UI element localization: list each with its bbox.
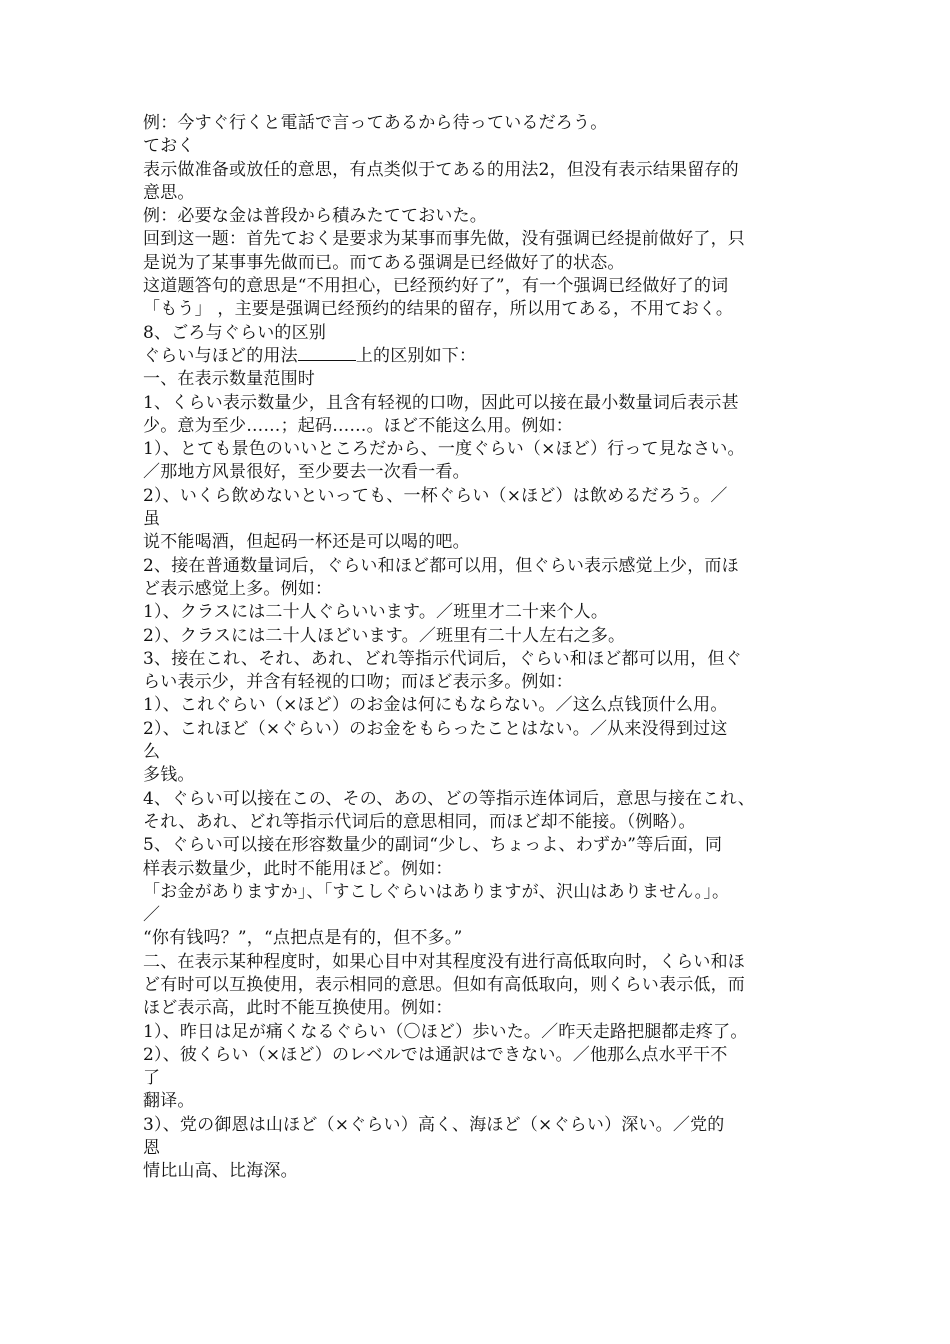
text-line: 例：必要な金は普段から積みたてておいた。 bbox=[143, 206, 487, 227]
blank-prefix: ぐらい与ほど的用法 bbox=[143, 345, 298, 366]
text-line: ておく bbox=[143, 136, 195, 157]
text-line: ／那地方风景很好，至少要去一次看一看。 bbox=[143, 462, 470, 483]
text-line: 2）、クラスには二十人ほどいます。／班里有二十人左右之多。 bbox=[143, 625, 626, 646]
text-line: 恩 bbox=[143, 1138, 161, 1159]
text-line-with-blank bbox=[143, 345, 815, 368]
text-line: 样表示数量少，此时不能用ほど。例如： bbox=[143, 858, 453, 879]
text-line: ／ bbox=[143, 905, 161, 926]
text-line: 1）、クラスには二十人ぐらいいます。／班里才二十来个人。 bbox=[143, 602, 609, 623]
text-line: 回到这一题：首先ておく是要求为某事而事先做，没有强调已经提前做好了，只 bbox=[143, 229, 745, 250]
text-line: 2）、いくら飲めないといっても、一杯ぐらい（×ほど）は飲めるだろう。／ bbox=[143, 485, 728, 506]
text-line: 1）、昨日は足が痛くなるぐらい（〇ほど）歩いた。／昨天走路把腿都走疼了。 bbox=[143, 1021, 748, 1042]
text-line: 1）、これぐらい（×ほど）のお金は何にもならない。／这么点钱顶什么用。 bbox=[143, 695, 728, 716]
text-line: 3）、党の御恩は山ほど（×ぐらい）高く、海ほど（×ぐらい）深い。／党的 bbox=[143, 1114, 725, 1135]
text-line: らい表示少，并含有轻视的口吻；而ほど表示多。例如： bbox=[143, 672, 573, 693]
text-line: 3、接在これ、それ、あれ、どれ等指示代词后，ぐらい和ほど都可以用，但ぐ bbox=[143, 648, 742, 669]
section-heading: 8、ごろ与ぐらい的区别 bbox=[143, 322, 327, 343]
section-heading: 二、在表示某种程度时，如果心目中对其程度没有进行高低取向时，くらい和ほ bbox=[143, 951, 745, 972]
text-line: 这道题答句的意思是“不用担心，已经预约好了”，有一个强调已经做好了的词 bbox=[143, 276, 729, 297]
text-line: 多钱。 bbox=[143, 765, 195, 786]
section-heading: 一、在表示数量范围时 bbox=[143, 369, 315, 390]
fill-blank bbox=[298, 346, 356, 361]
blank-suffix: 上的区别如下： bbox=[355, 345, 477, 366]
text-line: 是说为了某事事先做而已。而てある强调是已经做好了的状态。 bbox=[143, 252, 625, 273]
text-line: 虽 bbox=[143, 509, 161, 530]
text-line: 表示做准备或放任的意思，有点类似于てある的用法2，但没有表示结果留存的 bbox=[143, 159, 739, 180]
text-line: 2）、これほど（×ぐらい）のお金をもらったことはない。／从来没得到过这 bbox=[143, 718, 728, 739]
text-line: ど表示感觉上多。例如： bbox=[143, 578, 333, 599]
text-line: 1）、とても景色のいいところだから、一度ぐらい（×ほど）行って見なさい。 bbox=[143, 439, 745, 460]
text-line: 翻译。 bbox=[143, 1091, 195, 1112]
text-line: 「もう」 ，主要是强调已经预约的结果的留存，所以用てある，不用ておく。 bbox=[143, 299, 734, 320]
text-line: 2）、彼くらい（×ほど）のレベルでは通訳はできない。／他那么点水平干不 bbox=[143, 1044, 728, 1065]
text-line: 5、ぐらい可以接在形容数量少的副词“少し、ちょっよ、わずか”等后面，同 bbox=[143, 835, 723, 856]
text-line: “你有钱吗？”，“点把点是有的，但不多。” bbox=[143, 928, 463, 949]
text-line: 例：今すぐ行くと電話で言ってあるから待っているだろう。 bbox=[143, 113, 608, 133]
text-line: ど有时可以互换使用，表示相同的意思。但如有高低取向，则くらい表示低，而 bbox=[143, 974, 745, 995]
text-line: 了 bbox=[143, 1068, 161, 1089]
text-line: 2、接在普通数量词后，ぐらい和ほど都可以用，但ぐらい表示感觉上少，而ほ bbox=[143, 555, 739, 576]
text-line: 4、ぐらい可以接在この、その、あの、どの等指示连体词后，意思与接在これ、 bbox=[143, 788, 755, 809]
text-line: 1、くらい表示数量少，且含有轻视的口吻，因此可以接在最小数量词后表示甚 bbox=[143, 392, 739, 413]
text-line: ほど表示高，此时不能互换使用。例如： bbox=[143, 998, 453, 1019]
text-line: 说不能喝酒，但起码一杯还是可以喝的吧。 bbox=[143, 532, 470, 553]
text-line: 少。意为至少……；起码……。ほど不能这么用。例如： bbox=[143, 415, 573, 436]
text-line: 意思。 bbox=[143, 182, 195, 203]
text-line: 情比山高、比海深。 bbox=[143, 1161, 298, 1182]
text-line: 么 bbox=[143, 742, 161, 763]
document-body bbox=[143, 112, 815, 1184]
text-line: それ、あれ、どれ等指示代词后的意思相同，而ほど却不能接。（例略）。 bbox=[143, 811, 696, 832]
text-line: 「お金がありますか」、「すこしぐらいはありますが、沢山はありません。」。 bbox=[143, 881, 730, 902]
